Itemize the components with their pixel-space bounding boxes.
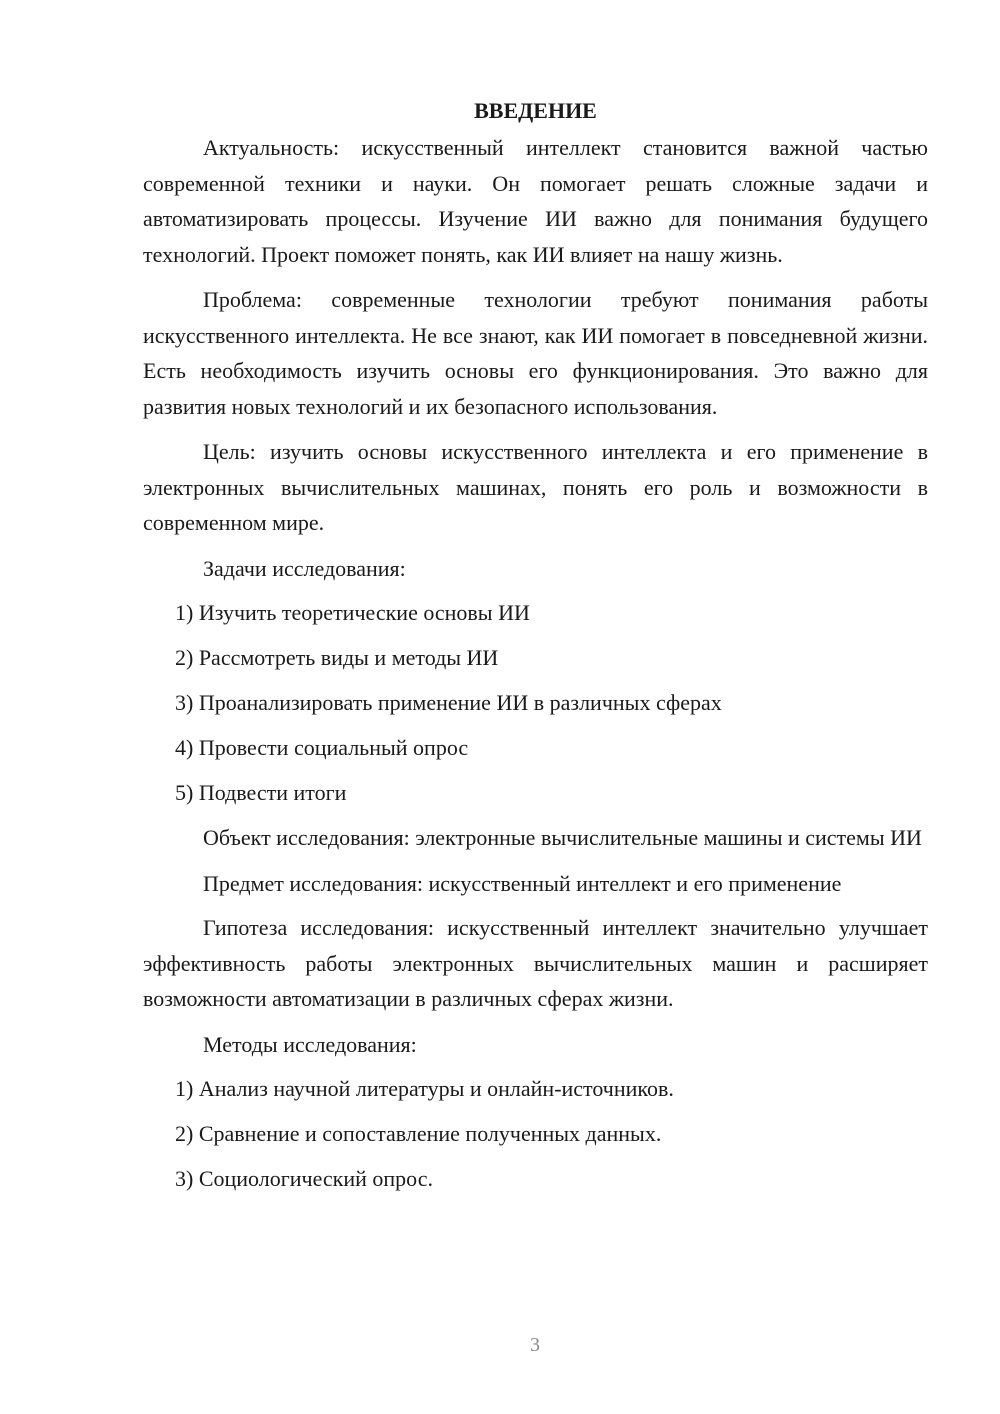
page-number: 3 — [530, 1334, 540, 1356]
method-item: 3) Социологический опрос. — [175, 1166, 433, 1191]
task-item: 2) Рассмотреть виды и методы ИИ — [175, 645, 499, 670]
method-item: 2) Сравнение и сопоставление полученных данных. — [175, 1121, 662, 1146]
methods-list — [143, 1071, 928, 1196]
subject-paragraph: Предмет исследования: искусственный интеллект и его применение — [203, 870, 842, 896]
task-item: 4) Провести социальный опрос — [175, 735, 469, 760]
task-item: 3) Проанализировать применение ИИ в различных сферах — [175, 690, 722, 715]
section-heading: ВВЕДЕНИЕ — [474, 98, 597, 123]
method-item: 1) Анализ научной литературы и онлайн-источников. — [175, 1076, 674, 1101]
document-page — [143, 96, 928, 1206]
methods-title: Методы исследования: — [203, 1031, 417, 1057]
task-item: 5) Подвести итоги — [175, 780, 347, 805]
problem-paragraph: Проблема: современные технологии требуют понимания работы искусственного интеллекта. Не все знают, как ИИ помогает в повседневной жизни. Есть необходимость изучить основы его функционирования. Это важно для развития новых технологий и их безопасного использования. — [143, 287, 928, 419]
object-paragraph: Объект исследования: электронные вычислительные машины и системы ИИ — [203, 825, 922, 850]
hypothesis-paragraph: Гипотеза исследования: искусственный интеллект значительно улучшает эффективность работы электронных вычислительных машин и расширяет возможности автоматизации в различных сферах жизни. — [143, 915, 928, 1011]
task-item: 1) Изучить теоретические основы ИИ — [175, 600, 530, 625]
goal-paragraph: Цель: изучить основы искусственного интеллекта и его применение в электронных вычислительных машинах, понять его роль и возможности в современном мире. — [143, 439, 928, 535]
tasks-title: Задачи исследования: — [203, 555, 406, 581]
relevance-paragraph: Актуальность: искусственный интеллект становится важной частью современной техники и науки. Он помогает решать сложные задачи и автоматизировать процессы. Изучение ИИ важно для понимания будущего технологий. Проект поможет понять, как ИИ влияет на нашу жизнь. — [143, 135, 928, 267]
tasks-list — [143, 595, 928, 810]
